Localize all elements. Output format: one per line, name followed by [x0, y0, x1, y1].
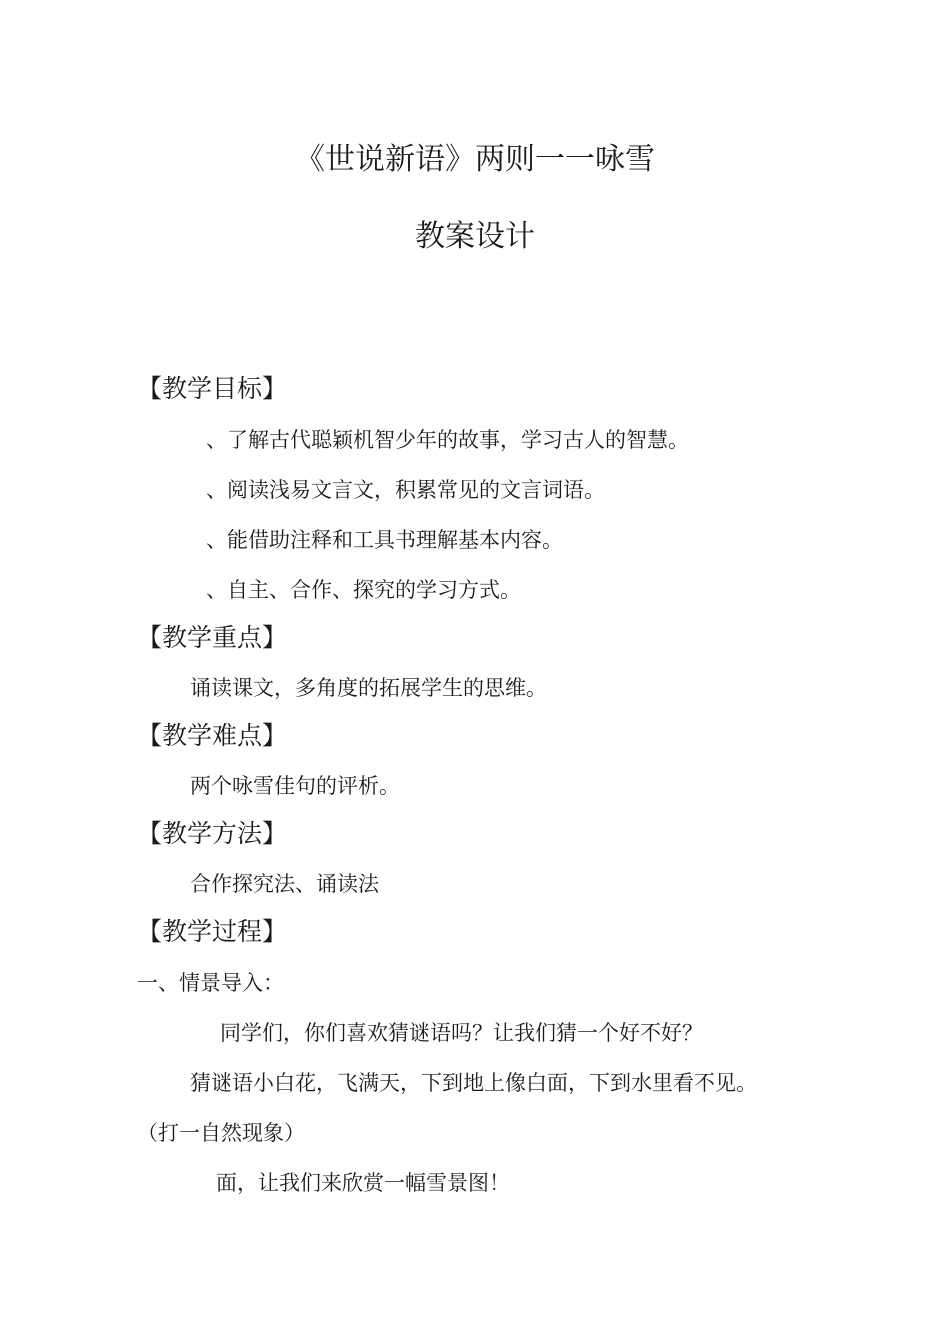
process-step-title: 一、情景导入： [137, 971, 284, 995]
objective-item: 、了解古代聪颖机智少年的故事，学习古人的智慧。 [206, 428, 689, 452]
objective-item: 、自主、合作、探究的学习方式。 [206, 578, 521, 602]
methods-heading: 【教学方法】 [137, 819, 288, 848]
difficulties-heading: 【教学难点】 [137, 721, 288, 750]
process-line: 面，让我们来欣赏一幅雪景图！ [216, 1171, 510, 1195]
key-points-text: 诵读课文，多角度的拓展学生的思维。 [190, 676, 547, 700]
process-line: （打一自然现象） [137, 1121, 305, 1145]
difficulties-text: 两个咏雪佳句的评析。 [190, 774, 400, 798]
process-line: 同学们，你们喜欢猜谜语吗？让我们猜一个好不好？ [220, 1021, 703, 1045]
key-points-heading: 【教学重点】 [137, 623, 288, 652]
objective-item: 、阅读浅易文言文，积累常见的文言词语。 [206, 478, 605, 502]
objective-item: 、能借助注释和工具书理解基本内容。 [206, 528, 563, 552]
document-subtitle: 教案设计 [415, 219, 535, 254]
process-heading: 【教学过程】 [137, 917, 288, 946]
objectives-heading: 【教学目标】 [137, 374, 288, 403]
document-title: 《世说新语》两则一一咏雪 [295, 142, 655, 177]
methods-text: 合作探究法、诵读法 [190, 872, 379, 896]
process-line: 猜谜语小白花，飞满天，下到地上像白面，下到水里看不见。 [190, 1071, 757, 1095]
